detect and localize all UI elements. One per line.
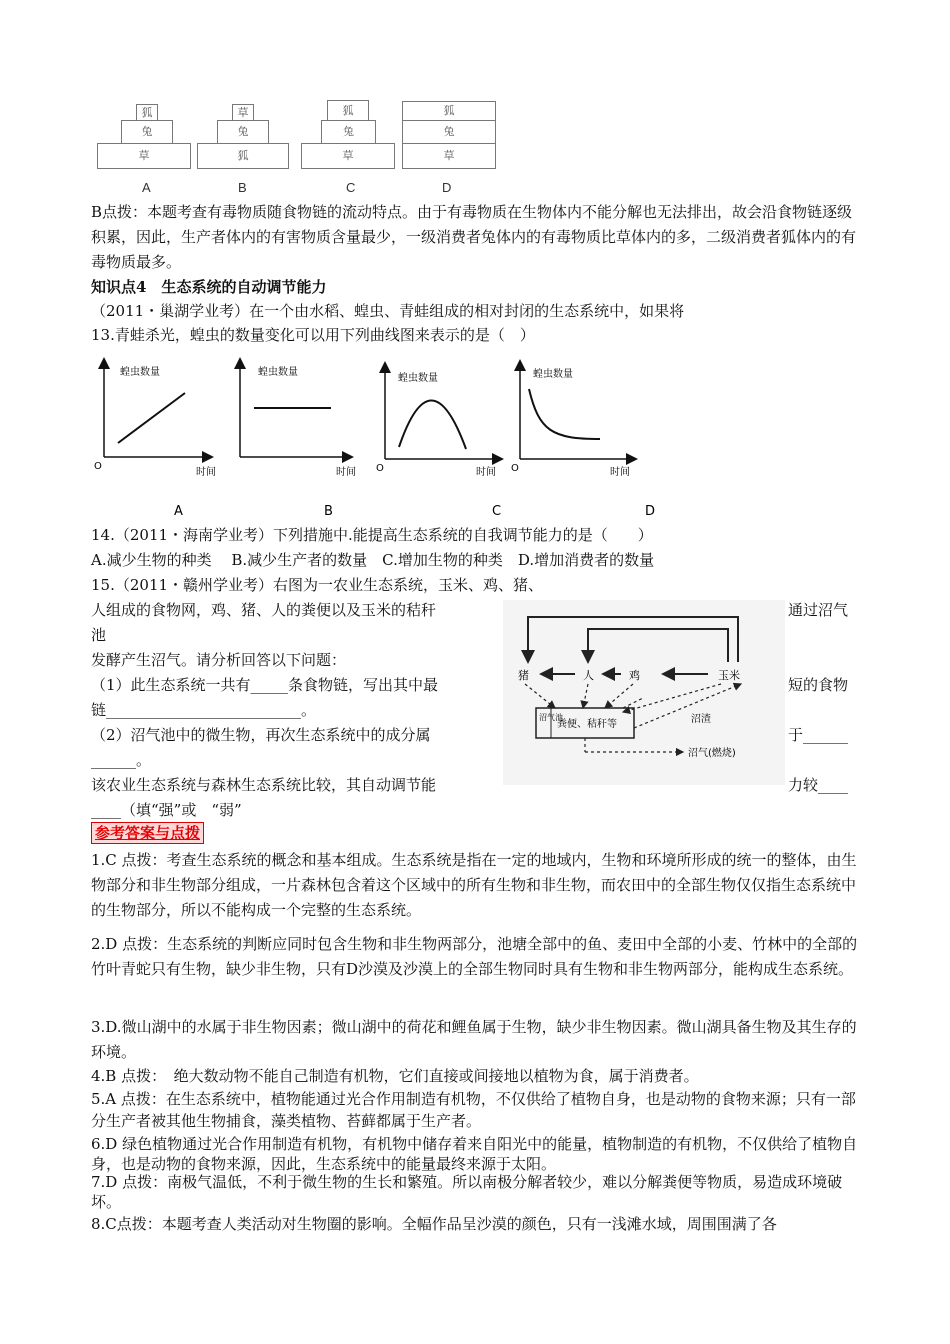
- graph-c-curve: [399, 400, 466, 449]
- pyramid-d-bottom: 草: [402, 143, 496, 169]
- q15-line5a: （1）此生态系统一共有_____条食物链，写出其中最: [91, 676, 439, 694]
- q15-line9b: 力较____: [788, 776, 849, 794]
- answer-1: 1.C 点拨：考查生态系统的概念和基本组成。生态系统是指在一定的地域内，生物和环境所形成的统一的整体，由生物部分和非生物部分组成，一片森林包含着这个区域中的所有生物和非生物，而农田中的全部生物仅仅指生态系统中的生物部分，所以不能构成一个完整的生态系统。: [91, 851, 857, 919]
- pyramid-b-top: 草: [232, 104, 254, 121]
- answer-2: 2.D 点拨：生态系统的判断应同时包含生物和非生物两部分，池塘全部中的鱼、麦田中全部的小麦、竹林中的全部的竹叶青蛇只有生物，缺少非生物，只有D沙漠及沙漠上的全部生物同时具有生物和非生物两部分，能构成生态系统。: [91, 935, 858, 978]
- graph-a-letter: A: [174, 504, 183, 519]
- pool-contents: 粪便、秸秆等: [557, 719, 617, 730]
- answer-6: 6.D 绿色植物通过光合作用制造有机物，有机物中储存着来自阳光中的能量，植物制造的有机物，不仅供给了植物自身，也是动物的食物来源，因此，生态系统中的能量最终来源于太阳。: [91, 1135, 858, 1173]
- q13-stem-line1: （2011・巢湖学业考）在一个由水稻、蝗虫、青蛙组成的相对封闭的生态系统中，如果将: [91, 302, 685, 320]
- graph-c-ylabel: 蝗虫数量: [398, 373, 438, 384]
- pyramid-c-mid: 兔: [321, 120, 376, 144]
- answer-8: 8.C点拨：本题考查人类活动对生物圈的影响。全幅作品呈沙漠的颜色，只有一浅滩水域，周围围满了各: [91, 1215, 777, 1233]
- node-person: 人: [583, 669, 594, 682]
- pyramid-d-letter: D: [442, 180, 452, 195]
- q15-line4: 发酵产生沼气。请分析回答以下问题：: [91, 651, 347, 669]
- node-corn: 玉米: [718, 669, 740, 682]
- pool-label: 沼气池: [539, 713, 563, 722]
- q15-line1: 15.（2011・赣州学业考）右图为一农业生态系统，玉米、鸡、猪、: [91, 576, 544, 594]
- graph-b-letter: B: [324, 504, 333, 519]
- answer-5: 5.A 点拨：在生态系统中，植物能通过光合作用制造有机物，不仅供给了植物自身，也是动物的食物来源；只有一部分生产者被其他生物捕食，藻类植物、苔藓都属于生产者。: [91, 1090, 856, 1130]
- graph-d-origin: O: [511, 463, 519, 474]
- graph-c: [376, 367, 501, 519]
- q12-explanation: B点拨：本题考查有毒物质随食物链的流动特点。由于有毒物质在生物体内不能分解也无法排出，故会沿食物链逐级积累，因此，生产者体内的有害物质含量最少，一级消费者兔体内的有毒物质比草体内的多，二级消费者狐体内的有毒物质最多。: [91, 203, 857, 271]
- graph-a-origin: O: [94, 461, 102, 472]
- graph-d-xlabel: 时间: [610, 467, 630, 478]
- q15-line10: ____（填“强”或 “弱”: [91, 801, 242, 819]
- graph-a-ylabel: 蝗虫数量: [120, 367, 160, 378]
- residue-label: 沼渣: [691, 714, 711, 725]
- graph-c-origin: O: [376, 463, 384, 474]
- q15-line2a: 人组成的食物网，鸡、猪、人的粪便以及玉米的秸秆: [91, 601, 437, 619]
- graph-c-xlabel: 时间: [476, 467, 496, 478]
- q15-line5b: 短的食物: [788, 676, 849, 694]
- q15-line2b: 通过沼气: [788, 601, 849, 619]
- pyramid-a-letter: A: [142, 180, 151, 195]
- q15-line7a: （2）沼气池中的微生物，再次生态系统中的成分属: [91, 726, 431, 744]
- pyramid-a-mid: 兔: [121, 120, 173, 144]
- graph-a: [94, 363, 216, 519]
- pyramid-c-bottom: 草: [301, 143, 395, 169]
- graph-b-ylabel: 蝗虫数量: [258, 367, 298, 378]
- pyramid-c-top: 狐: [327, 100, 369, 121]
- q15-line8: ______。: [91, 751, 152, 769]
- answers-heading: 参考答案与点拨: [91, 822, 204, 844]
- graph-d-letter: D: [645, 504, 656, 519]
- pyramid-d-top: 狐: [402, 101, 496, 121]
- q15-line6: 链__________________________。: [91, 701, 317, 719]
- pyramid-b-mid: 兔: [217, 120, 269, 144]
- q13-graphs: [90, 355, 656, 525]
- answer-3: 3.D.微山湖中的水属于非生物因素；微山湖中的荷花和鲤鱼属于生物，缺少非生物因素。微山湖具备生物及其生存的环境。: [91, 1018, 857, 1061]
- pyramid-a-top: 狐: [136, 104, 158, 121]
- pyramid-d-mid: 兔: [402, 120, 496, 144]
- pyramid-c-letter: C: [346, 180, 356, 195]
- graph-b: [240, 363, 356, 519]
- knowledge-point-4-title: 知识点4 生态系统的自动调节能力: [91, 278, 327, 296]
- pyramid-a-bottom: 草: [97, 143, 191, 169]
- agro-ecosystem-diagram: [503, 600, 785, 785]
- q15-line3: 池: [91, 626, 107, 644]
- node-chicken: 鸡: [629, 669, 640, 682]
- graph-d: [511, 365, 655, 519]
- q14-options: A.减少生物的种类 B.减少生产者的数量 C.增加生物的种类 D.增加消费者的数量: [91, 551, 655, 569]
- node-pig: 猪: [518, 669, 529, 682]
- graph-a-curve: [118, 393, 185, 443]
- graph-d-curve: [529, 389, 600, 439]
- pyramid-b-letter: B: [238, 180, 247, 195]
- answer-4: 4.B 点拨： 绝大数动物不能自己制造有机物，它们直接或间接地以植物为食，属于消费者。: [91, 1067, 699, 1085]
- graph-a-xlabel: 时间: [196, 467, 216, 478]
- answer-7: 7.D 点拨：南极气温低，不利于微生物的生长和繁殖。所以南极分解者较少，难以分解粪便等物质，易造成环境破坏。: [91, 1173, 843, 1211]
- graph-d-ylabel: 蝗虫数量: [533, 369, 573, 380]
- pyramid-b-bottom: 狐: [197, 143, 289, 169]
- gas-label: 沼气(燃烧): [688, 748, 736, 759]
- q14-stem: 14.（2011・海南学业考）下列措施中.能提高生态系统的自我调节能力的是（ ）: [91, 526, 653, 544]
- q15-line9a: 该农业生态系统与森林生态系统比较，其自动调节能: [91, 776, 437, 794]
- graph-c-letter: C: [492, 504, 502, 519]
- q15-line7b: 于______: [788, 726, 849, 744]
- graph-b-xlabel: 时间: [336, 467, 356, 478]
- q13-stem-line2: 13.青蛙杀光，蝗虫的数量变化可以用下列曲线图来表示的是（ ）: [91, 326, 535, 344]
